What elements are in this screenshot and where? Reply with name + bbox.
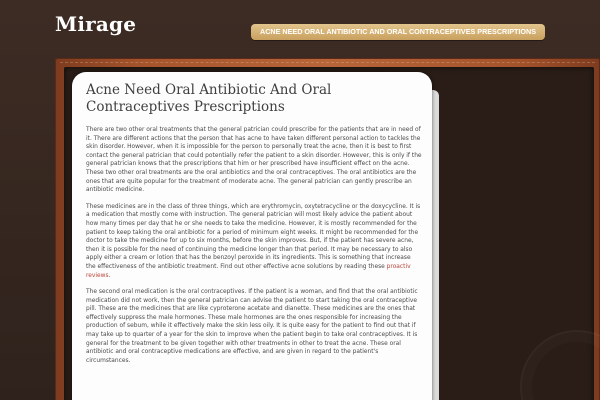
post-paragraph-text: These medicines are in the class of three things, which are erythromycin, oxytetracycline or the doxycycline. It is a medication that mostly come with instruction. The general patrician will most likely advice the patient about how many times per day that he or she needs to take the medicine. However, it is mostly recommended for the patient to keep taking the oral antibiotic for a period of minimum eight weeks. It might be recommended for the doctor to take the medicine for up to six months, before the skin improves. But, if the patient has severe acne, then it is possible for the need of continuing the medicine longer than that period. It may be necessary to also apply either a cream or lotion that has the benzoyl peroxide in its ingredients. This is something that increase the effectiveness of the antibiotic treatment. Find out other effective acne solutions by reading these <box>86 203 421 270</box>
post-paragraph-end: . <box>108 272 111 279</box>
proactiv-reviews-link[interactable]: proactiv reviews <box>86 263 411 279</box>
post-title[interactable]: Acne Need Oral Antibiotic And Oral Contraceptives Prescriptions <box>86 82 332 115</box>
site-title-link[interactable]: Mirage <box>55 12 137 36</box>
post-paragraph: The second oral medication is the oral contraceptives. If the patient is a woman, and find that the oral antibiotic medication did not work, then the general patrician can advise the patient to start taking the oral contraceptive pill. These are the medicines that are like cyproterone acetate and dianette. These medicines are the ones that effectively suppress the male hormones. These male hormones are the ones responsible for increasing the production of sebum, while it effectively make the skin less oily. It is quite easy for the patient to find out that if may take up to quarter of a year for the skin to improve when the patient begin to take oral contraceptives. It is general for the treatment to be given together with other treatments in other to treat the acne. These oral antibiotic and oral contraceptive medications are effective, and are given in regard to the patient's circumstances. <box>86 289 418 364</box>
frame-stitching <box>60 62 595 63</box>
post-body <box>86 126 422 373</box>
nav-current-page-tab[interactable]: ACNE NEED ORAL ANTIBIOTIC AND ORAL CONTRACEPTIVES PRESCRIPTIONS <box>251 24 545 40</box>
post-paragraph: There are two other oral treatments that the general patrician could prescribe for the patients that are in need of it. There are different actions that the person that has acne to have taken different personal action to tackles the skin disorder. However, when it is impossible for the person to personally treat the acne, then it is best to first contact the general patrician that could potentially refer the patient to a skin disorder. However, this is only if the general patrician knows that the prescriptions that him or her prescribed have insufficient effect on the acne. These two other oral treatments are the oral antibiotics and the oral contraceptives. The oral antibiotics are the ones that are quite popular for the treatment of moderate acne. The general patrician can gently prescribe an antibiotic medicine. <box>86 127 422 194</box>
post-paragraph <box>86 203 422 280</box>
